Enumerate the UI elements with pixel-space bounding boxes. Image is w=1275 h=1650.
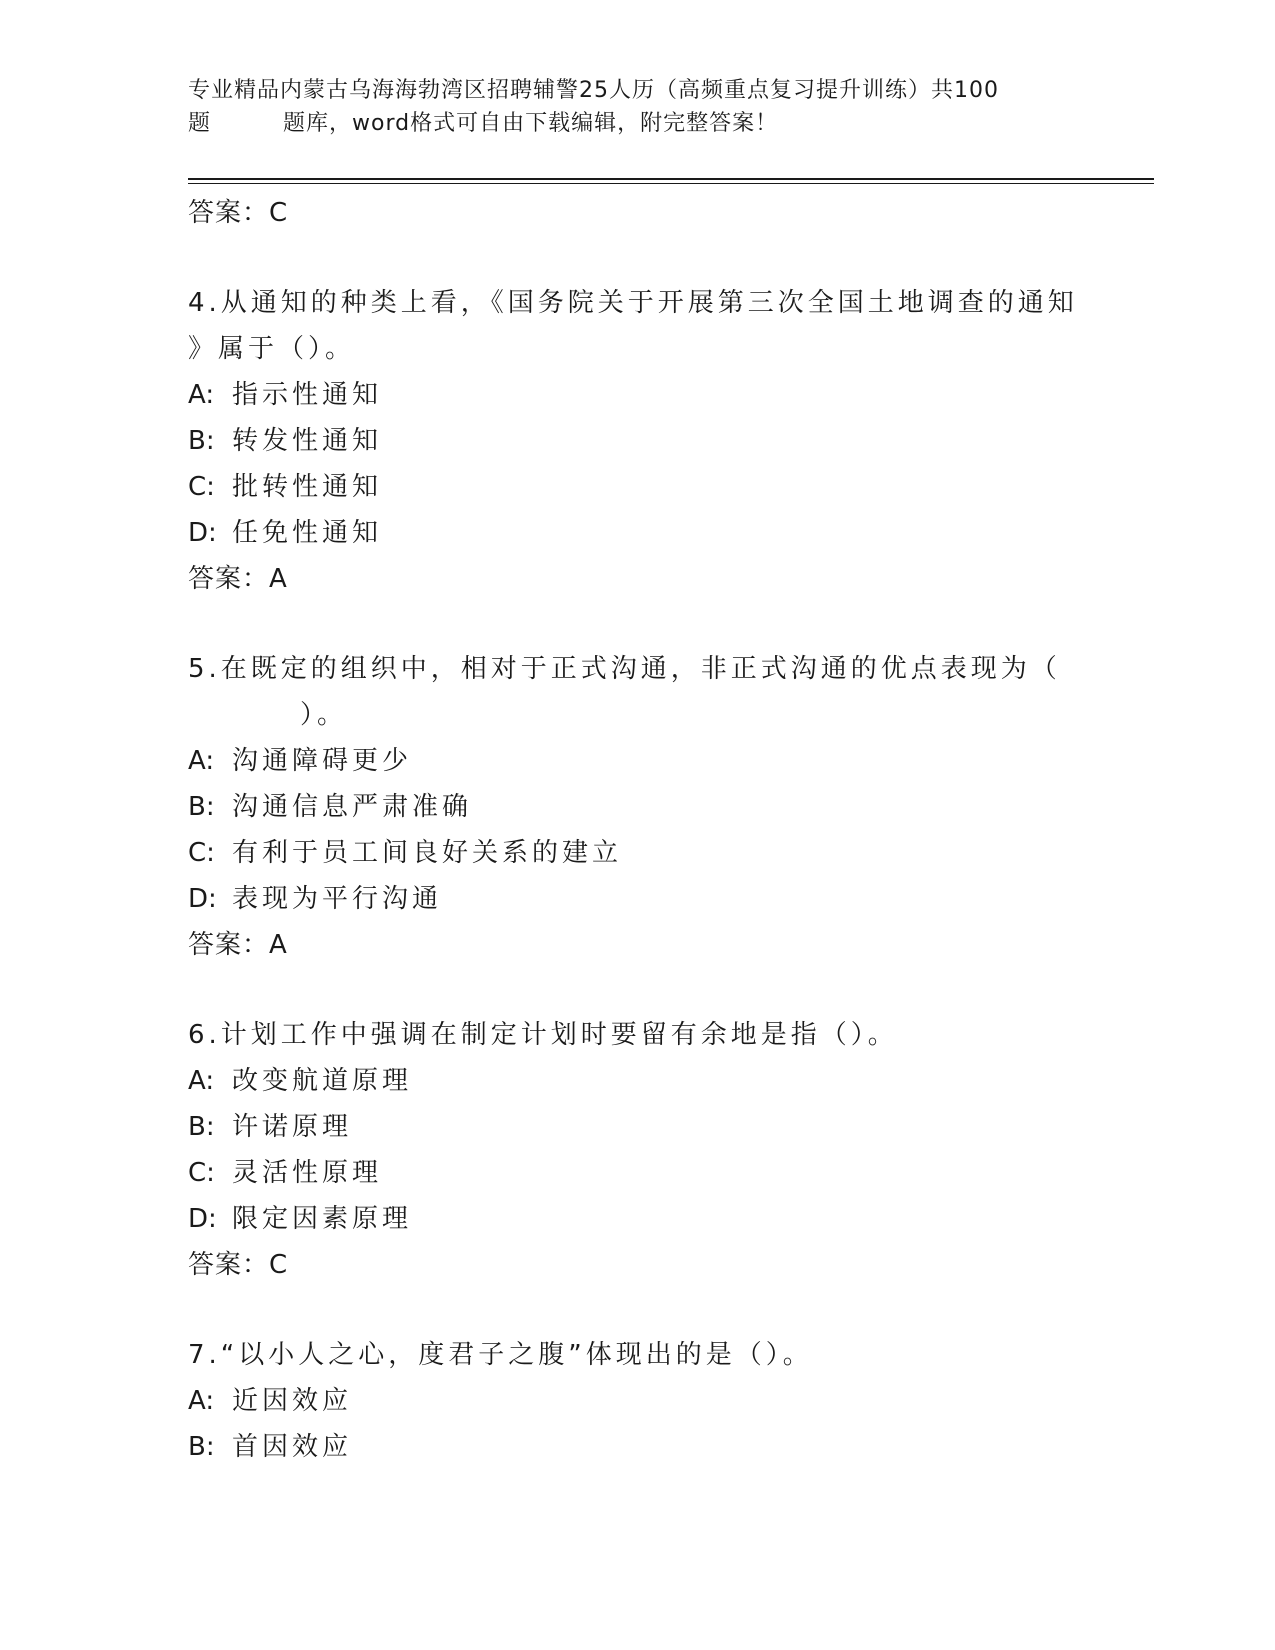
option-text: 改变航道原理 — [232, 1066, 413, 1096]
option-text: 指示性通知 — [232, 380, 383, 410]
answer-q3: 答案：C — [188, 198, 289, 228]
question-4-option-d — [188, 510, 1154, 556]
option-key: B: — [188, 1432, 215, 1462]
question-5-option-b — [188, 784, 1154, 830]
option-text: 灵活性原理 — [232, 1158, 383, 1188]
question-6-text-line1: 6.计划工作中强调在制定计划时要留有余地是指（）。 — [188, 1020, 898, 1050]
option-text: 表现为平行沟通 — [232, 884, 443, 914]
option-text: 近因效应 — [232, 1386, 353, 1416]
header-title-line2 — [188, 107, 1068, 140]
question-6-option-c — [188, 1150, 1154, 1196]
option-key: A: — [188, 1066, 215, 1096]
option-key: A: — [188, 1386, 215, 1416]
question-6-option-a — [188, 1058, 1154, 1104]
option-key: C: — [188, 838, 215, 868]
question-4-option-a — [188, 372, 1154, 418]
question-4 — [188, 280, 1154, 372]
option-text: 沟通信息严肃准确 — [232, 792, 473, 822]
question-6-option-d — [188, 1196, 1154, 1242]
option-key: A: — [188, 380, 215, 410]
question-7-option-b — [188, 1424, 1154, 1470]
option-key: D: — [188, 884, 217, 914]
option-key: C: — [188, 1158, 215, 1188]
question-5 — [188, 646, 1154, 738]
question-6-option-b — [188, 1104, 1154, 1150]
option-key: D: — [188, 518, 217, 548]
option-text: 沟通障碍更少 — [232, 746, 413, 776]
option-key: D: — [188, 1204, 217, 1234]
question-6 — [188, 1012, 1154, 1058]
question-7-text-line1: 7.“以小人之心，度君子之腹”体现出的是（）。 — [188, 1340, 813, 1370]
header-line2-left: 题 — [188, 111, 212, 136]
header-divider-thick — [188, 178, 1154, 180]
question-5-option-a — [188, 738, 1154, 784]
answer-q4: 答案：A — [188, 564, 288, 594]
answer-q6: 答案：C — [188, 1250, 289, 1280]
question-5-option-c — [188, 830, 1154, 876]
option-text: 转发性通知 — [232, 426, 383, 456]
header-title-line1: 专业精品内蒙古乌海海勃湾区招聘辅警25人历（高频重点复习提升训练）共100 — [188, 78, 999, 103]
question-4-option-c — [188, 464, 1154, 510]
option-key: C: — [188, 472, 215, 502]
header-divider-thin — [188, 183, 1154, 184]
question-list — [188, 190, 1154, 1470]
question-4-text-line1: 4.从通知的种类上看，《国务院关于开展第三次全国土地调查的通知 — [188, 288, 1078, 318]
question-4-option-b — [188, 418, 1154, 464]
option-key: B: — [188, 1112, 215, 1142]
option-text: 有利于员工间良好关系的建立 — [232, 838, 623, 868]
header-line2-right: 题库，word格式可自由下载编辑，附完整答案！ — [283, 111, 779, 136]
question-7-option-a — [188, 1378, 1154, 1424]
option-text: 批转性通知 — [232, 472, 383, 502]
question-5-option-d — [188, 876, 1154, 922]
answer-q5: 答案：A — [188, 930, 288, 960]
question-5-text-line1: 5.在既定的组织中，相对于正式沟通，非正式沟通的优点表现为（ — [188, 654, 1061, 684]
option-key: B: — [188, 426, 215, 456]
option-key: A: — [188, 746, 215, 776]
option-text: 限定因素原理 — [232, 1204, 413, 1234]
option-text: 任免性通知 — [232, 518, 383, 548]
question-4-text-line2: 》属于（）。 — [188, 334, 356, 364]
question-7 — [188, 1332, 1154, 1378]
page-header — [188, 74, 1068, 140]
option-text: 许诺原理 — [232, 1112, 353, 1142]
option-text: 首因效应 — [232, 1432, 353, 1462]
question-5-text-line2: ）。 — [300, 700, 348, 730]
option-key: B: — [188, 792, 215, 822]
